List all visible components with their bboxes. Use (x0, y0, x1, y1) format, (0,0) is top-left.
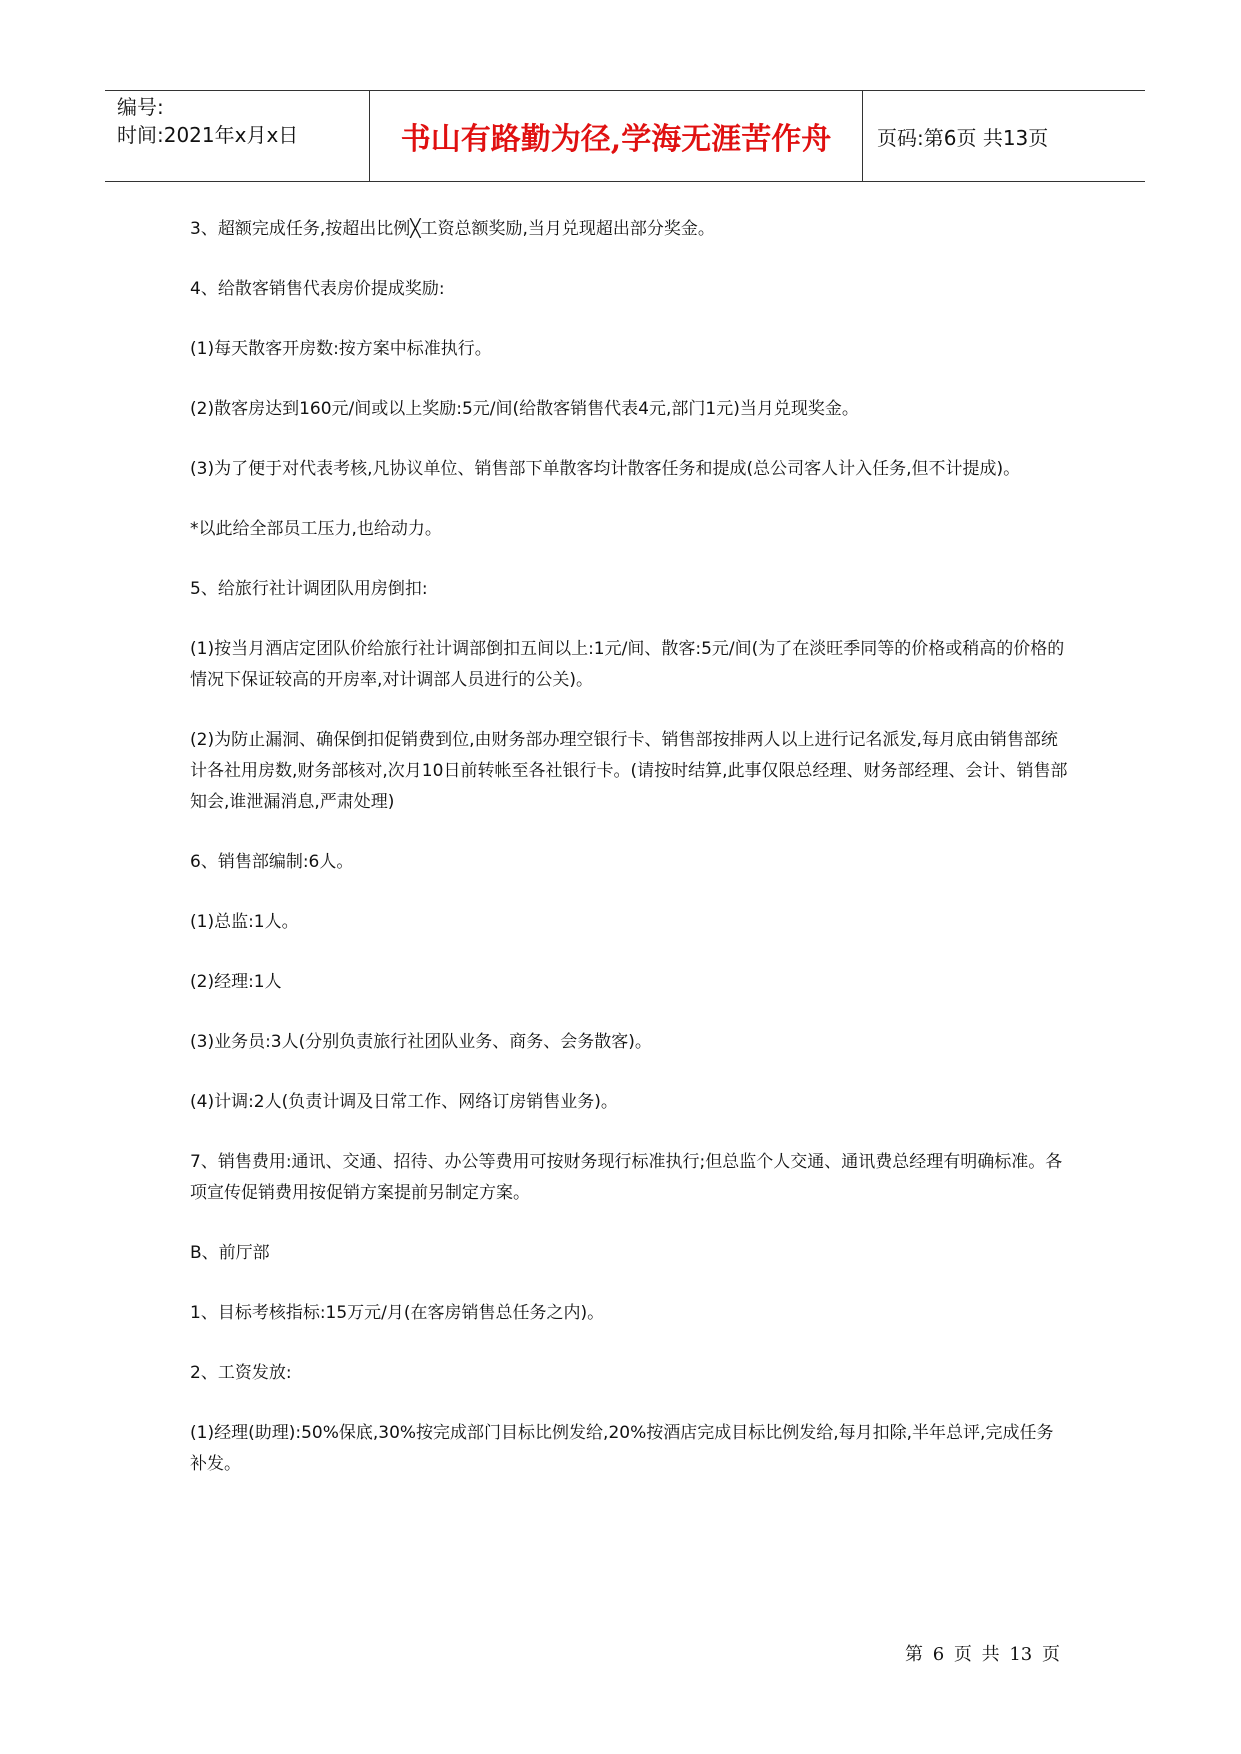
paragraph: 1、目标考核指标:15万元/月(在客房销售总任务之内)。 (190, 1303, 605, 1323)
paragraph: 3、超额完成任务,按超出比例╳工资总额奖励,当月兑现超出部分奖金。 (190, 219, 715, 239)
paragraph: (2)散客房达到160元/间或以上奖励:5元/间(给散客销售代表4元,部门1元)当月兑现奖金。 (190, 399, 859, 419)
page-header (105, 90, 1145, 182)
paragraph: 4、给散客销售代表房价提成奖励: (190, 279, 445, 299)
document-body (190, 214, 1070, 1509)
header-motto: 书山有路勤为径,学海无涯苦作舟 (370, 91, 863, 181)
paragraph: 5、给旅行社计调团队用房倒扣: (190, 579, 428, 599)
document-number-label: 编号: (117, 95, 164, 119)
paragraph: (1)经理(助理):50%保底,30%按完成部门目标比例发给,20%按酒店完成目标比例发给,每月扣除,半年总评,完成任务补发。 (190, 1423, 1054, 1474)
paragraph: B、前厅部 (190, 1243, 270, 1263)
paragraph: 7、销售费用:通讯、交通、招待、办公等费用可按财务现行标准执行;但总监个人交通、通讯费总经理有明确标准。各项宣传促销费用按促销方案提前另制定方案。 (190, 1152, 1063, 1203)
paragraph: (2)经理:1人 (190, 972, 282, 992)
paragraph: 6、销售部编制:6人。 (190, 852, 354, 872)
paragraph: (3)为了便于对代表考核,凡协议单位、销售部下单散客均计散客任务和提成(总公司客人计入任务,但不计提成)。 (190, 459, 1021, 479)
paragraph: (1)按当月酒店定团队价给旅行社计调部倒扣五间以上:1元/间、散客:5元/间(为了在淡旺季同等的价格或稍高的价格的情况下保证较高的开房率,对计调部人员进行的公关)。 (190, 639, 1065, 690)
document-time-label: 时间:2021年x月x日 (117, 123, 299, 147)
header-left-cell (105, 91, 370, 181)
paragraph: (1)总监:1人。 (190, 912, 299, 932)
paragraph: (4)计调:2人(负责计调及日常工作、网络订房销售业务)。 (190, 1092, 618, 1112)
page-footer: 第 6 页 共 13 页 (905, 1644, 1060, 1665)
paragraph: 2、工资发放: (190, 1363, 292, 1383)
paragraph: (3)业务员:3人(分别负责旅行社团队业务、商务、会务散客)。 (190, 1032, 652, 1052)
paragraph: (1)每天散客开房数:按方案中标准执行。 (190, 339, 492, 359)
paragraph: *以此给全部员工压力,也给动力。 (190, 519, 442, 539)
header-page-number: 页码:第6页 共13页 (877, 125, 1049, 150)
paragraph: (2)为防止漏洞、确保倒扣促销费到位,由财务部办理空银行卡、销售部按排两人以上进行记名派发,每月底由销售部统计各社用房数,财务部核对,次月10日前转帐至各社银行卡。(请按时结算,此事仅限总经理、财务部经理、会计、销售部知会,谁泄漏消息,严肃处理) (190, 730, 1068, 812)
